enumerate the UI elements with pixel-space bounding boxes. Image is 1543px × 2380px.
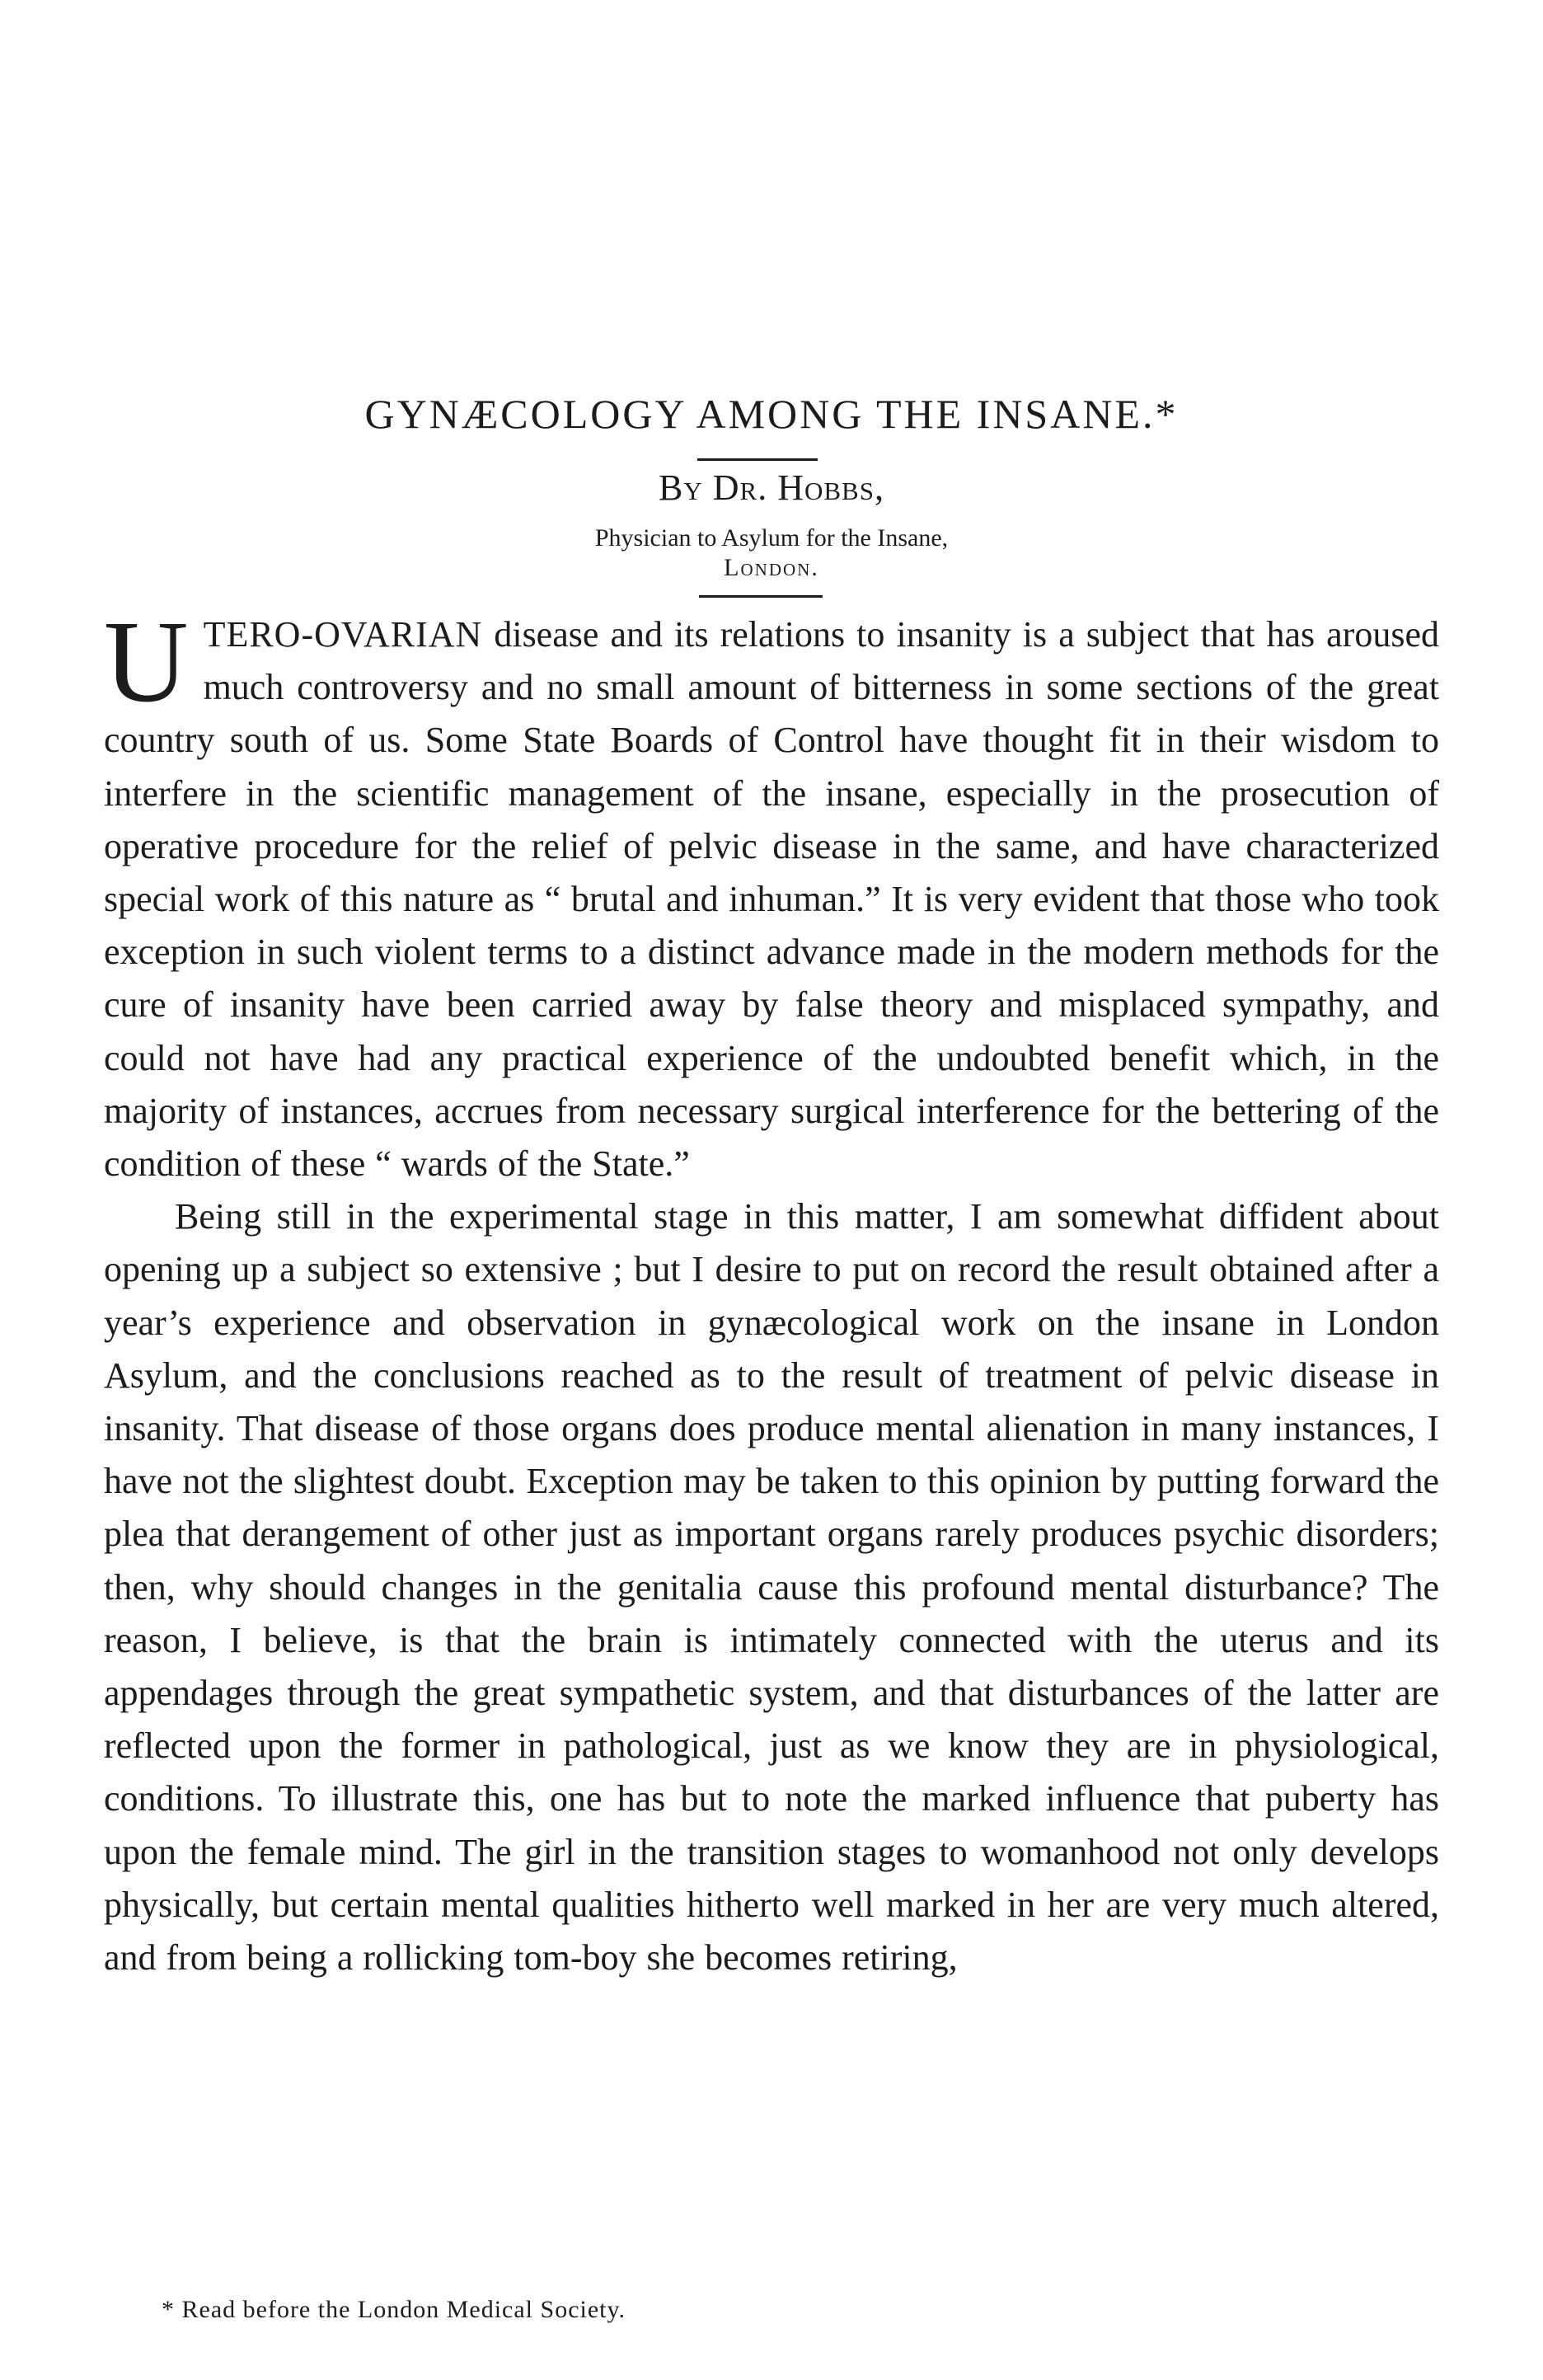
article-body xyxy=(104,596,1439,1984)
author-affiliation: Physician to Asylum for the Insane, xyxy=(594,524,949,552)
paragraph-2: Being still in the experimental stage in this matter, I am somewhat diffident about opening up a subject so extensive ; but I desire to put on record the result obtained after a year’s experience and observation in gynæcological work on the insane in London Asylum, and the conclusions reached as to the result of treatment of pelvic disease in insanity. That disease of those organs does produce mental alienation in many instances, I have not the slightest doubt. Exception may be taken to this opinion by putting forward the plea that derangement of other just as important organs rarely produces psychic disorders; then, why should changes in the genitalia cause this profound mental disturbance? The reason, I believe, is that the brain is intimately connected with the uterus and its appendages through the great sympathetic system, and that disturbances of the latter are reflected upon the former in pathological, just as we know they are in physiological, conditions. To illustrate this, one has but to note the marked influence that puberty has upon the female mind. The girl in the transition stages to womanhood not only develops physically, but certain mental qualities hitherto well marked in her are very much altered, and from being a rollicking tom-boy she becomes retiring, xyxy=(104,1196,1439,1979)
article-title: GYNÆCOLOGY AMONG THE INSANE.* xyxy=(364,391,1179,437)
lead-text: TERO-OVARIAN xyxy=(203,614,483,655)
byline-divider xyxy=(699,595,823,598)
footnote: * Read before the London Medical Society. xyxy=(162,2296,626,2323)
paragraph-1-text: disease and its relations to insanity is a subject that has aroused much controversy and no small amount of bitterness in some sections of the great country south of us. Some State Boards of Control have thought fit in their wisdom to interfere in the scientific management of the insane, especially in the prosecution of operative procedure for the relief of pelvic disease in the same, and have characterized special work of this nature as “ brutal and inhuman.” It is very evident that those who took exception in such violent terms to a distinct advance made in the modern methods for the cure of insanity have been carried away by false theory and misplaced sympathy, and could not have had any practical experience of the undoubted benefit which, in the majority of instances, accrues from necessary surgical interference for the bettering of the condition of these “ wards of the State.” xyxy=(104,614,1439,1185)
drop-cap: U xyxy=(104,596,189,726)
author-byline: By Dr. Hobbs, xyxy=(659,467,884,508)
title-divider xyxy=(697,458,818,461)
paragraph-1 xyxy=(104,596,1439,1190)
author-location: London. xyxy=(724,554,819,581)
